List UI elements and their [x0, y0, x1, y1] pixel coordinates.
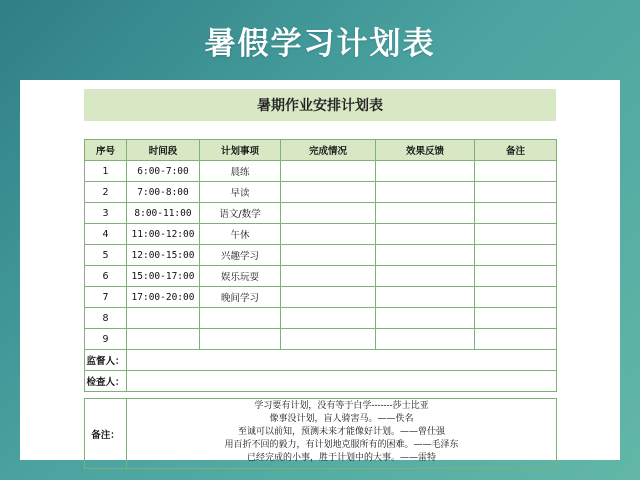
- row-feedback-cell[interactable]: [376, 329, 475, 350]
- row-completion-cell[interactable]: [281, 224, 376, 245]
- row-feedback-cell[interactable]: [376, 161, 475, 182]
- quote-line: 用百折不回的毅力，有计划地克服所有的困难。——毛泽东: [224, 440, 459, 450]
- row-number: 7: [85, 287, 127, 308]
- spreadsheet-sheet: [20, 80, 620, 463]
- row-item: 娱乐玩耍: [200, 266, 281, 287]
- row-remark-cell[interactable]: [475, 329, 557, 350]
- row-number: 1: [85, 161, 127, 182]
- header-cell-no: 序号: [85, 140, 127, 161]
- supervisor-row: [85, 350, 557, 371]
- row-item: 晨练: [200, 161, 281, 182]
- row-item: 早读: [200, 182, 281, 203]
- row-item[interactable]: [200, 329, 281, 350]
- quote-line: 至诚可以前知，预测未来才能像好计划。——曾仕强: [237, 427, 445, 437]
- row-completion-cell[interactable]: [281, 329, 376, 350]
- row-number: 2: [85, 182, 127, 203]
- header-cell-remark: 备注: [475, 140, 557, 161]
- row-number: 3: [85, 203, 127, 224]
- row-feedback-cell[interactable]: [376, 224, 475, 245]
- checker-label: 检查人：: [85, 371, 127, 392]
- row-time: 17:00-20:00: [127, 287, 200, 308]
- row-item: 晚间学习: [200, 287, 281, 308]
- quote-line: 学习要有计划，没有等于白学-------莎士比亚: [254, 401, 429, 411]
- row-completion-cell[interactable]: [281, 245, 376, 266]
- row-time: 15:00-17:00: [127, 266, 200, 287]
- row-item: 兴趣学习: [200, 245, 281, 266]
- row-feedback-cell[interactable]: [376, 182, 475, 203]
- row-remark-cell[interactable]: [475, 203, 557, 224]
- row-remark-cell[interactable]: [475, 245, 557, 266]
- row-feedback-cell[interactable]: [376, 245, 475, 266]
- table-row: [85, 182, 557, 203]
- notes-content: [127, 399, 557, 469]
- table-row: [85, 266, 557, 287]
- checker-input-cell[interactable]: [127, 371, 557, 392]
- row-remark-cell[interactable]: [475, 182, 557, 203]
- table-row: [85, 245, 557, 266]
- row-completion-cell[interactable]: [281, 203, 376, 224]
- row-feedback-cell[interactable]: [376, 266, 475, 287]
- row-remark-cell[interactable]: [475, 287, 557, 308]
- row-completion-cell[interactable]: [281, 308, 376, 329]
- notes-table: [84, 398, 557, 469]
- header-cell-item: 计划事项: [200, 140, 281, 161]
- banner-title: 暑假学习计划表: [204, 26, 436, 62]
- row-number: 4: [85, 224, 127, 245]
- row-completion-cell[interactable]: [281, 182, 376, 203]
- checker-row: [85, 371, 557, 392]
- quote-line: 像事没计划，盲人骑害马。——佚名: [269, 414, 414, 424]
- table-row: [85, 203, 557, 224]
- table-row: [85, 161, 557, 182]
- row-time: 11:00-12:00: [127, 224, 200, 245]
- table-row: [85, 329, 557, 350]
- row-time: 8:00-11:00: [127, 203, 200, 224]
- row-completion-cell[interactable]: [281, 287, 376, 308]
- row-item: 语文/数学: [200, 203, 281, 224]
- notes-label: 备注：: [85, 399, 127, 469]
- sheet-title: 暑期作业安排计划表: [84, 89, 556, 121]
- table-row: [85, 308, 557, 329]
- row-number: 9: [85, 329, 127, 350]
- row-remark-cell[interactable]: [475, 308, 557, 329]
- row-number: 5: [85, 245, 127, 266]
- row-remark-cell[interactable]: [475, 161, 557, 182]
- row-completion-cell[interactable]: [281, 266, 376, 287]
- header-cell-feedback: 效果反馈: [376, 140, 475, 161]
- row-feedback-cell[interactable]: [376, 287, 475, 308]
- schedule-table: [84, 139, 557, 392]
- row-remark-cell[interactable]: [475, 266, 557, 287]
- row-item: 午休: [200, 224, 281, 245]
- row-item[interactable]: [200, 308, 281, 329]
- header-cell-time: 时间段: [127, 140, 200, 161]
- header-cell-completion: 完成情况: [281, 140, 376, 161]
- row-remark-cell[interactable]: [475, 224, 557, 245]
- row-completion-cell[interactable]: [281, 161, 376, 182]
- row-time[interactable]: [127, 329, 200, 350]
- row-time: 7:00-8:00: [127, 182, 200, 203]
- row-feedback-cell[interactable]: [376, 308, 475, 329]
- row-feedback-cell[interactable]: [376, 203, 475, 224]
- row-number: 8: [85, 308, 127, 329]
- supervisor-input-cell[interactable]: [127, 350, 557, 371]
- table-row: [85, 224, 557, 245]
- row-time: 12:00-15:00: [127, 245, 200, 266]
- table-row: [85, 287, 557, 308]
- quote-line: 已经完成的小事，胜于计划中的大事。——雷特: [246, 453, 436, 463]
- supervisor-label: 监督人：: [85, 350, 127, 371]
- row-number: 6: [85, 266, 127, 287]
- row-time: 6:00-7:00: [127, 161, 200, 182]
- header-row: [85, 140, 557, 161]
- row-time[interactable]: [127, 308, 200, 329]
